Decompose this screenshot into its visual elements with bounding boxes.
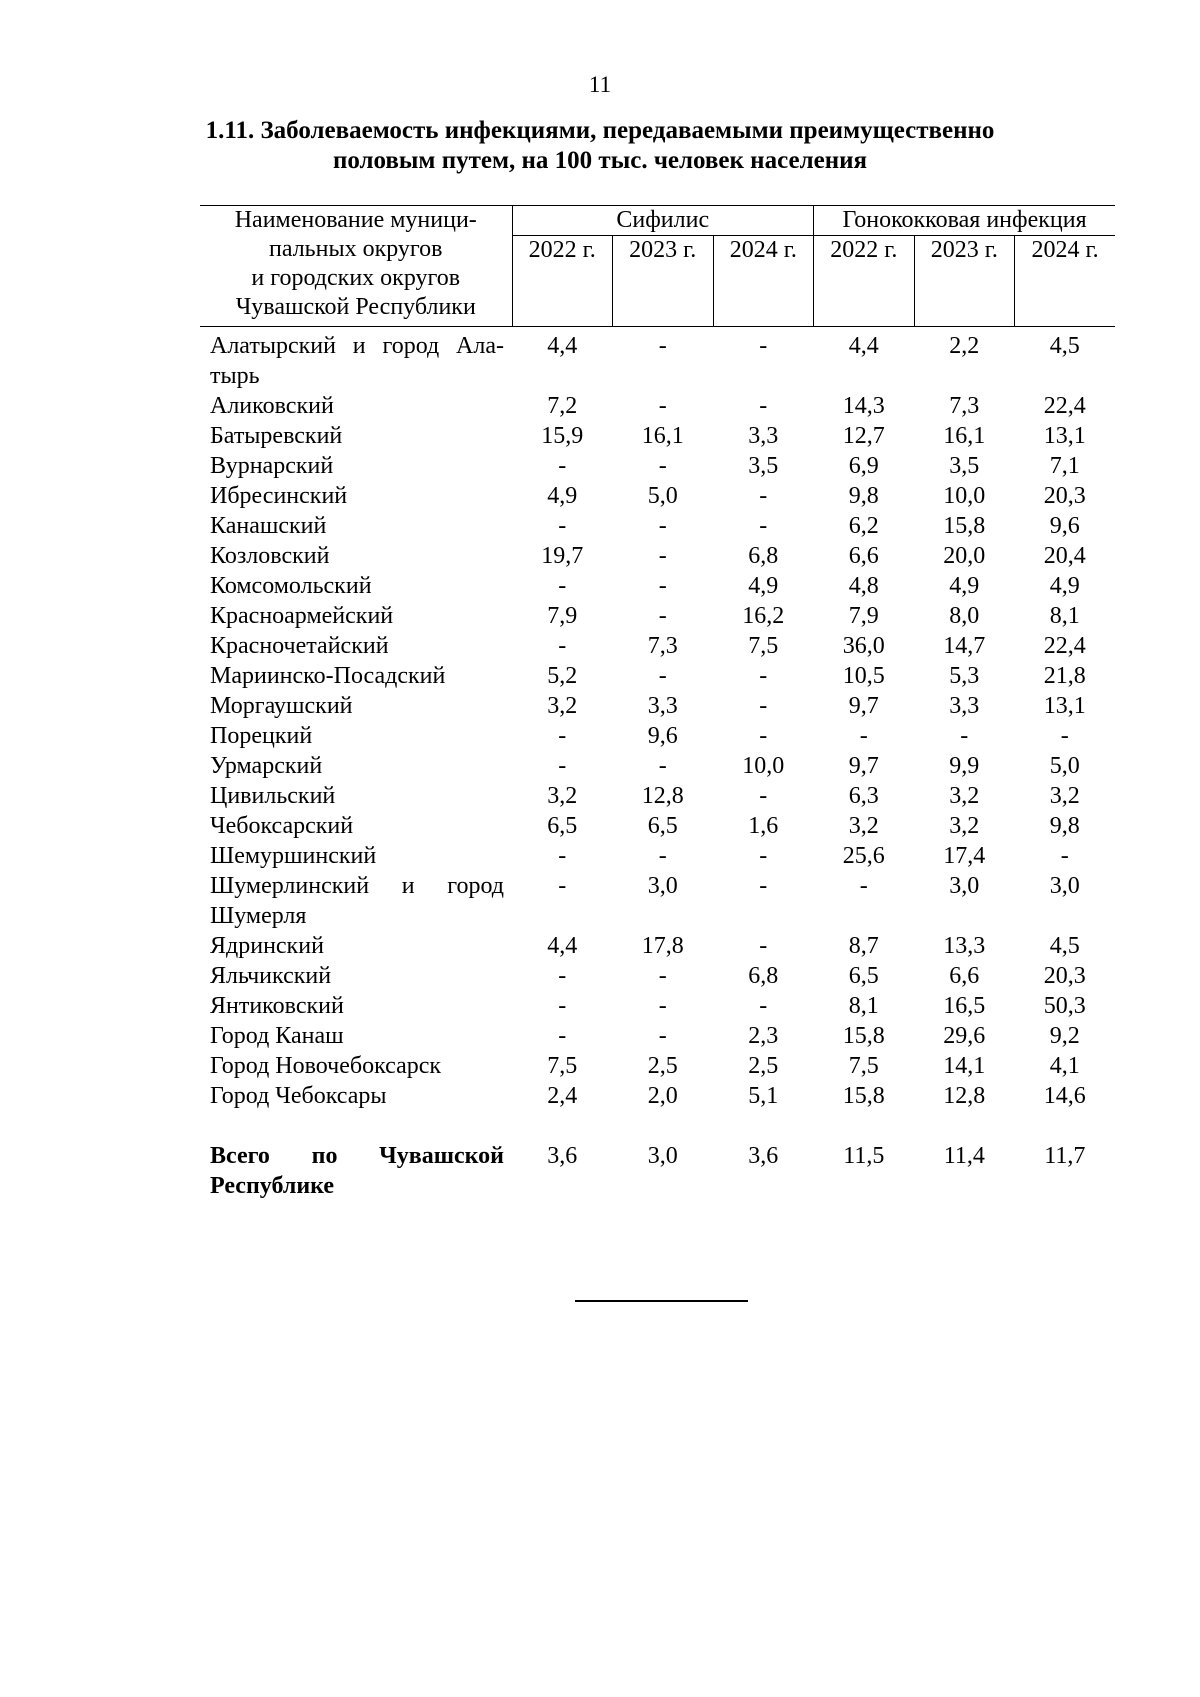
row-value: -	[658, 333, 667, 359]
row-value: -	[558, 723, 567, 749]
row-value: -	[558, 963, 567, 989]
page-number: 11	[588, 72, 612, 97]
row-value: 3,2	[848, 813, 879, 839]
row-value: -	[658, 573, 667, 599]
row-value: 3,2	[547, 693, 578, 719]
total-label	[200, 1141, 512, 1201]
row-value: -	[759, 873, 768, 899]
row-value: -	[759, 663, 768, 689]
row-value: 10,0	[742, 753, 785, 779]
row-value: -	[759, 993, 768, 1019]
total-row	[200, 1141, 1115, 1201]
row-value: -	[658, 543, 667, 569]
row-value: 14,7	[943, 633, 986, 659]
row-value: -	[759, 393, 768, 419]
table-body	[200, 327, 1115, 1202]
table-row	[200, 391, 1115, 421]
row-value: 3,2	[1049, 783, 1080, 809]
row-value: 14,6	[1043, 1083, 1086, 1109]
row-municipality-name: Ядринский	[210, 933, 324, 959]
row-value: 50,3	[1043, 993, 1086, 1019]
row-value: 7,5	[547, 1053, 578, 1079]
total-label-line-1: Всего по Чувашской	[210, 1143, 504, 1169]
row-value: 15,8	[842, 1023, 885, 1049]
table-row	[200, 991, 1115, 1021]
row-value: 4,4	[547, 333, 578, 359]
row-municipality-name: Ибресинский	[210, 483, 348, 509]
row-value: 4,4	[848, 333, 879, 359]
table-row	[200, 871, 1115, 931]
row-value: 16,5	[943, 993, 986, 1019]
row-municipality-name: Алатырский и город Ала-тырь	[210, 333, 504, 389]
row-value: 7,9	[848, 603, 879, 629]
header-municipality-line: пальных округов	[268, 236, 443, 262]
row-value: 6,6	[949, 963, 980, 989]
row-value: 8,1	[1049, 603, 1080, 629]
table-title-line-2: половым путем, на 100 тыс. человек населения	[332, 147, 868, 174]
row-value: 7,1	[1049, 453, 1080, 479]
row-value: -	[658, 513, 667, 539]
row-value: -	[558, 573, 567, 599]
row-municipality-name: Чебоксарский	[210, 813, 354, 839]
row-value: -	[759, 483, 768, 509]
row-value: 36,0	[842, 633, 885, 659]
row-value: -	[658, 993, 667, 1019]
row-value: 5,1	[748, 1083, 779, 1109]
row-value: -	[558, 633, 567, 659]
table-header	[200, 206, 1115, 327]
row-value: 8,1	[848, 993, 879, 1019]
table-row	[200, 1081, 1115, 1111]
row-value: 7,2	[547, 393, 578, 419]
row-municipality-name: Цивильский	[210, 783, 336, 809]
row-value: 6,9	[848, 453, 879, 479]
row-municipality-name: Моргаушский	[210, 693, 353, 719]
row-value: 25,6	[842, 843, 885, 869]
row-value: 21,8	[1043, 663, 1086, 689]
total-label-line-2: Республике	[210, 1173, 335, 1199]
spacer-cell	[200, 1111, 1115, 1141]
row-value: 8,0	[949, 603, 980, 629]
row-value: -	[859, 873, 868, 899]
row-value: 4,9	[748, 573, 779, 599]
total-value: 3,0	[647, 1143, 678, 1169]
row-value: 9,8	[1049, 813, 1080, 839]
total-value: 11,7	[1044, 1143, 1086, 1169]
total-value: 3,6	[748, 1143, 779, 1169]
row-value: 6,5	[647, 813, 678, 839]
header-year: 2023 г.	[613, 236, 714, 327]
table-row	[200, 691, 1115, 721]
row-value: -	[658, 1023, 667, 1049]
table-row	[200, 961, 1115, 991]
row-value: 13,3	[943, 933, 986, 959]
row-value: 3,0	[949, 873, 980, 899]
row-value: -	[558, 753, 567, 779]
row-value: 5,3	[949, 663, 980, 689]
row-value: -	[759, 693, 768, 719]
row-value: 2,3	[748, 1023, 779, 1049]
table-row	[200, 781, 1115, 811]
row-value: 4,5	[1049, 333, 1080, 359]
row-value: 9,6	[647, 723, 678, 749]
row-value: 22,4	[1043, 393, 1086, 419]
table-row	[200, 571, 1115, 601]
row-value: -	[759, 843, 768, 869]
row-value: -	[658, 843, 667, 869]
row-value: 3,3	[949, 693, 980, 719]
row-value: 14,3	[842, 393, 885, 419]
row-municipality-name: Город Чебоксары	[210, 1083, 387, 1109]
row-value: 20,0	[943, 543, 986, 569]
row-value: -	[558, 843, 567, 869]
row-value: 9,7	[848, 753, 879, 779]
row-value: 6,8	[748, 963, 779, 989]
table-row	[200, 631, 1115, 661]
row-value: 13,1	[1043, 693, 1086, 719]
row-value: 9,7	[848, 693, 879, 719]
row-value: 9,9	[949, 753, 980, 779]
row-value: 4,9	[949, 573, 980, 599]
morbidity-table	[200, 205, 1115, 1201]
row-municipality-name: Батыревский	[210, 423, 343, 449]
row-value: 7,3	[949, 393, 980, 419]
row-value: 12,8	[943, 1083, 986, 1109]
row-value: 20,3	[1043, 963, 1086, 989]
row-value: 12,8	[641, 783, 684, 809]
row-value: 3,5	[949, 453, 980, 479]
row-municipality-name: Яльчикский	[210, 963, 332, 989]
row-municipality-name: Город Канаш	[210, 1023, 344, 1049]
row-value: 12,7	[842, 423, 885, 449]
row-value: -	[658, 453, 667, 479]
table-row	[200, 751, 1115, 781]
table-row	[200, 721, 1115, 751]
row-value: -	[558, 513, 567, 539]
total-value: 11,5	[843, 1143, 885, 1169]
table-title	[130, 116, 1070, 176]
row-value: 6,5	[547, 813, 578, 839]
table-row	[200, 511, 1115, 541]
table-row	[200, 661, 1115, 691]
row-value: 7,5	[748, 633, 779, 659]
row-value: 9,8	[848, 483, 879, 509]
row-municipality-name: Вурнарский	[210, 453, 334, 479]
header-municipality	[200, 206, 512, 327]
row-value: -	[759, 783, 768, 809]
row-value: 4,9	[1049, 573, 1080, 599]
row-value: 9,6	[1049, 513, 1080, 539]
row-municipality-name: Мариинско-Посадский	[210, 663, 446, 689]
row-municipality-name: Козловский	[210, 543, 330, 569]
row-municipality-name: Красночетайский	[210, 633, 389, 659]
table-row	[200, 1051, 1115, 1081]
row-value: 3,2	[949, 783, 980, 809]
row-value: -	[558, 1023, 567, 1049]
row-value: 22,4	[1043, 633, 1086, 659]
row-municipality-name: Шумерлинский и город Шумерля	[210, 873, 504, 929]
row-value: 17,8	[641, 933, 684, 959]
header-year: 2024 г.	[1015, 236, 1116, 327]
row-value: 6,8	[748, 543, 779, 569]
row-value: 16,1	[943, 423, 986, 449]
table-row	[200, 601, 1115, 631]
row-value: 16,1	[641, 423, 684, 449]
header-year: 2024 г.	[713, 236, 814, 327]
row-value: 15,8	[943, 513, 986, 539]
row-value: 14,1	[943, 1053, 986, 1079]
row-value: 3,0	[1049, 873, 1080, 899]
header-municipality-line: Чувашской Республики	[235, 294, 476, 320]
row-municipality-name: Комсомольский	[210, 573, 372, 599]
table-row	[200, 481, 1115, 511]
row-value: -	[658, 393, 667, 419]
row-value: 4,9	[547, 483, 578, 509]
table-row	[200, 1021, 1115, 1051]
header-year: 2022 г.	[814, 236, 915, 327]
row-value: 7,3	[647, 633, 678, 659]
header-syphilis: Сифилис	[512, 206, 814, 236]
row-municipality-name: Янтиковский	[210, 993, 344, 1019]
header-year: 2023 г.	[914, 236, 1015, 327]
row-value: 3,3	[748, 423, 779, 449]
row-municipality-name: Город Новочебоксарск	[210, 1053, 442, 1079]
row-value: 3,3	[647, 693, 678, 719]
row-municipality-name: Аликовский	[210, 393, 334, 419]
table-row	[200, 327, 1115, 392]
row-value: -	[859, 723, 868, 749]
row-value: 2,5	[647, 1053, 678, 1079]
row-value: 9,2	[1049, 1023, 1080, 1049]
row-value: -	[658, 963, 667, 989]
row-value: -	[960, 723, 969, 749]
row-value: 29,6	[943, 1023, 986, 1049]
row-value: 15,9	[541, 423, 584, 449]
row-municipality-name: Канашский	[210, 513, 327, 539]
table-row	[200, 541, 1115, 571]
row-value: 7,9	[547, 603, 578, 629]
row-value: -	[759, 513, 768, 539]
row-value: 3,5	[748, 453, 779, 479]
row-value: 20,4	[1043, 543, 1086, 569]
row-municipality-name: Красноармейский	[210, 603, 394, 629]
row-value: 4,4	[547, 933, 578, 959]
row-municipality-name: Порецкий	[210, 723, 313, 749]
row-value: 17,4	[943, 843, 986, 869]
row-value: -	[658, 663, 667, 689]
total-value: 3,6	[547, 1143, 578, 1169]
row-value: 2,0	[647, 1083, 678, 1109]
row-value: 5,2	[547, 663, 578, 689]
row-value: 4,8	[848, 573, 879, 599]
row-value: -	[558, 453, 567, 479]
row-value: 6,6	[848, 543, 879, 569]
row-value: -	[558, 873, 567, 899]
row-value: 16,2	[742, 603, 785, 629]
row-value: 5,0	[1049, 753, 1080, 779]
header-year: 2022 г.	[512, 236, 613, 327]
header-municipality-line: и городских округов	[251, 265, 461, 291]
row-municipality-name: Шемуршинский	[210, 843, 377, 869]
table-title-line-1: 1.11. Заболеваемость инфекциями, передаваемыми преимущественно	[205, 117, 995, 144]
row-value: -	[1060, 843, 1069, 869]
row-value: 8,7	[848, 933, 879, 959]
row-value: 4,1	[1049, 1053, 1080, 1079]
row-value: -	[759, 723, 768, 749]
row-value: 6,3	[848, 783, 879, 809]
row-value: 3,0	[647, 873, 678, 899]
row-municipality-name: Урмарский	[210, 753, 323, 779]
footer-rule	[575, 1300, 748, 1302]
row-value: 10,5	[842, 663, 885, 689]
row-value: 6,5	[848, 963, 879, 989]
row-value: 19,7	[541, 543, 584, 569]
row-value: 5,0	[647, 483, 678, 509]
row-value: 2,5	[748, 1053, 779, 1079]
table-row	[200, 421, 1115, 451]
row-value: -	[759, 333, 768, 359]
total-value: 11,4	[943, 1143, 985, 1169]
row-value: -	[558, 993, 567, 1019]
row-value: 7,5	[848, 1053, 879, 1079]
row-value: 13,1	[1043, 423, 1086, 449]
row-value: 3,2	[949, 813, 980, 839]
row-value: -	[658, 753, 667, 779]
row-value: 1,6	[748, 813, 779, 839]
row-value: 3,2	[547, 783, 578, 809]
row-value: 2,2	[949, 333, 980, 359]
row-value: -	[658, 603, 667, 629]
spacer-row	[200, 1111, 1115, 1141]
row-value: 2,4	[547, 1083, 578, 1109]
table-row	[200, 811, 1115, 841]
header-municipality-line: Наименование муници-	[234, 207, 477, 233]
row-value: 15,8	[842, 1083, 885, 1109]
row-value: -	[1060, 723, 1069, 749]
row-value: 4,5	[1049, 933, 1080, 959]
table-row	[200, 841, 1115, 871]
row-value: 20,3	[1043, 483, 1086, 509]
row-value: 10,0	[943, 483, 986, 509]
table-row	[200, 451, 1115, 481]
row-value: -	[759, 933, 768, 959]
table-row	[200, 931, 1115, 961]
header-gonococcal: Гонококковая инфекция	[814, 206, 1116, 236]
row-value: 6,2	[848, 513, 879, 539]
